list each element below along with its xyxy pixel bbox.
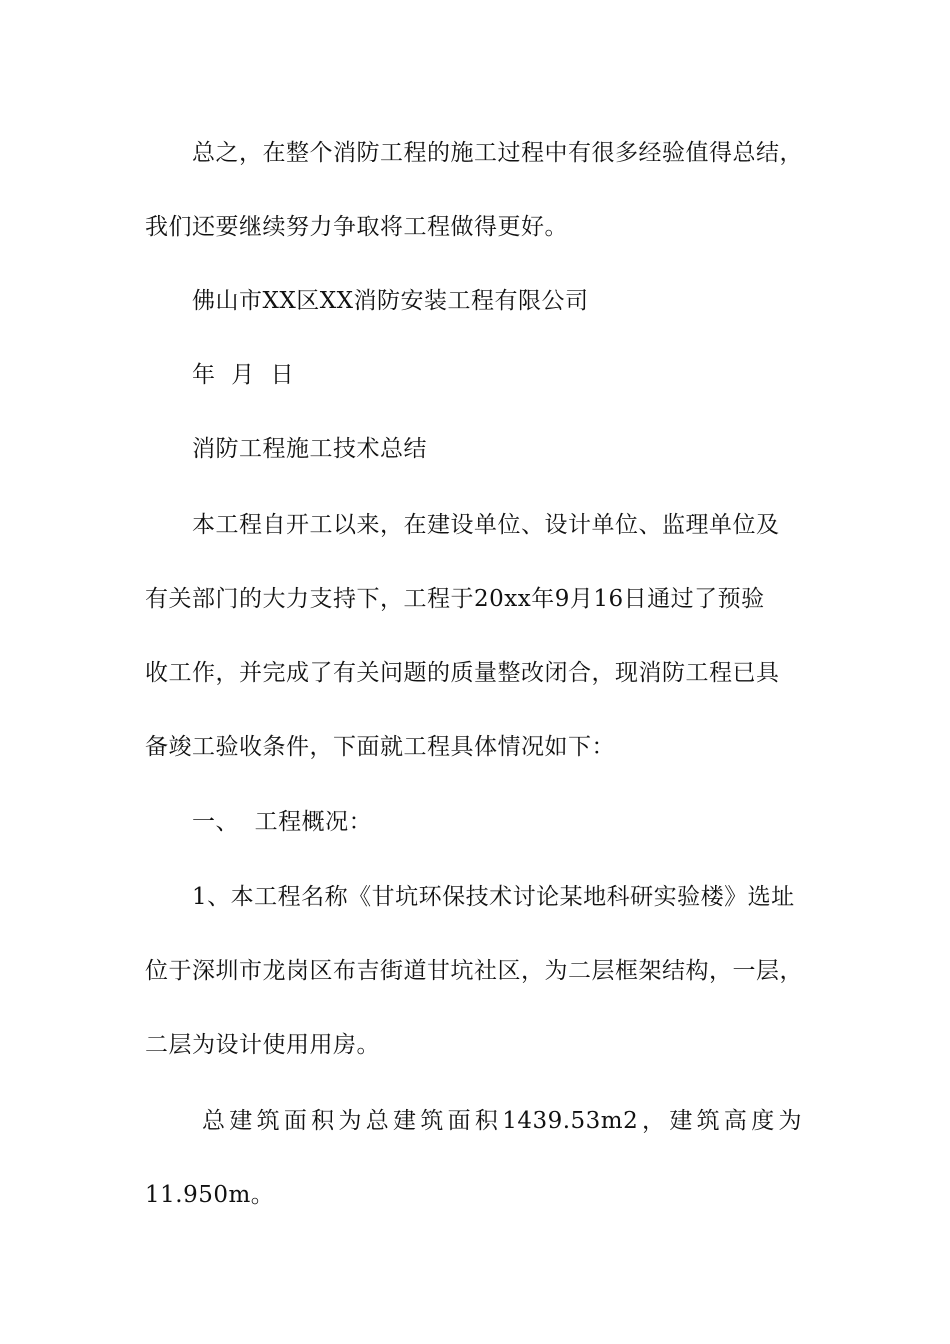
date-line: 年 月 日 [192,362,295,388]
paragraph-line: 有关部门的大力支持下，工程于20xx年9月16日通过了预验 [145,586,765,612]
paragraph-line: 1、本工程名称《甘坑环保技术讨论某地科研实验楼》选址 [192,884,795,910]
paragraph-line: 本工程自开工以来，在建设单位、设计单位、监理单位及 [192,512,780,538]
paragraph-line: 总建筑面积为总建筑面积1439.53m2，建筑高度为 [202,1108,802,1134]
paragraph-line: 位于深圳市龙岗区布吉街道甘坑社区，为二层框架结构，一层， [145,958,803,984]
company-name: 佛山市XX区XX消防安装工程有限公司 [192,288,589,314]
paragraph-line: 收工作，并完成了有关问题的质量整改闭合，现消防工程已具 [145,660,780,686]
paragraph-line: 备竣工验收条件，下面就工程具体情况如下： [145,734,615,760]
section-title: 消防工程施工技术总结 [192,436,427,462]
paragraph-line: 二层为设计使用用房。 [145,1032,380,1058]
paragraph-line: 11.950m。 [145,1182,275,1208]
heading-overview: 一、 工程概况： [192,809,373,835]
paragraph-line: 总之，在整个消防工程的施工过程中有很多经验值得总结， [192,140,803,166]
paragraph-line: 我们还要继续努力争取将工程做得更好。 [145,214,568,240]
